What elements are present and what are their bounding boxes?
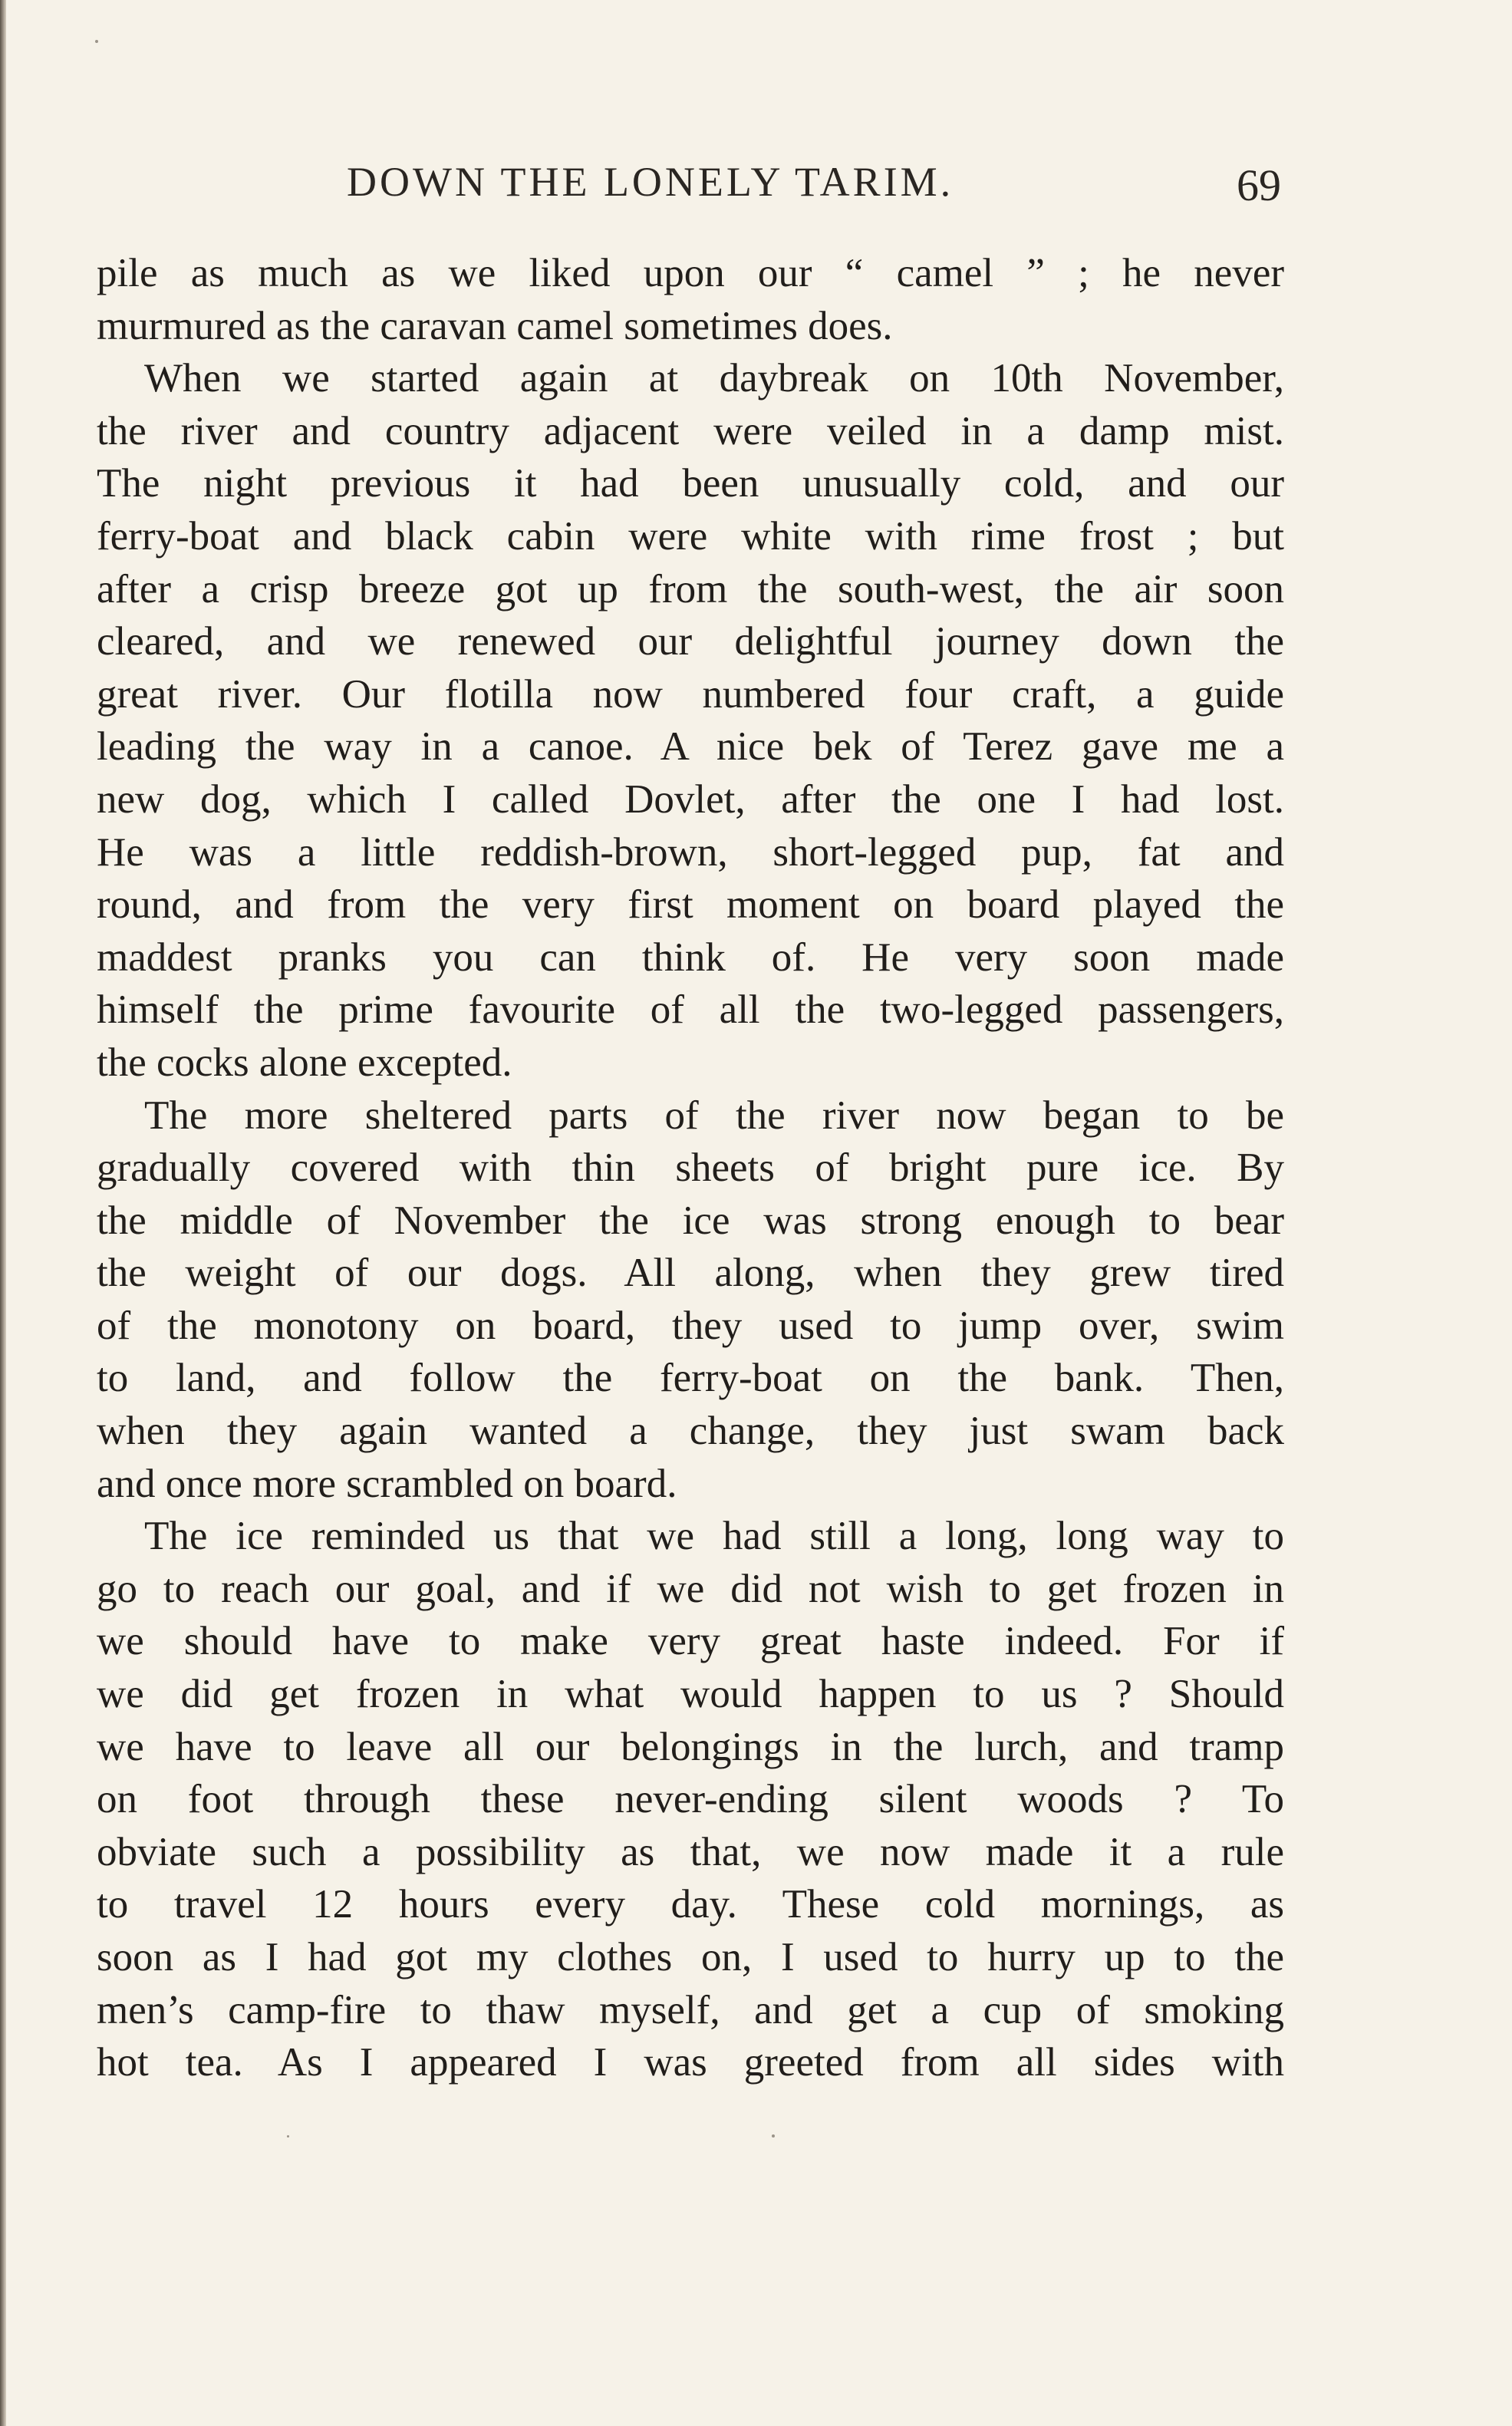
body-text: [97, 247, 1284, 2089]
paper-speck: [95, 40, 98, 43]
text-line: when they again wanted a change, they just swam back: [97, 1409, 1284, 1454]
paragraph-first-line: The ice reminded us that we had still a long, long way to: [144, 1514, 1284, 1559]
text-line: we should have to make very great haste indeed. For if: [97, 1619, 1284, 1664]
text-line: himself the prime favourite of all the two-legged passengers,: [97, 987, 1284, 1033]
text-line: men’s camp-fire to thaw myself, and get a cup of smoking: [97, 1987, 1284, 2032]
paragraph-first-line: The more sheltered parts of the river now began to be: [144, 1093, 1284, 1138]
text-line: leading the way in a canoe. A nice bek of Terez gave me a: [97, 724, 1284, 770]
text-line: to land, and follow the ferry-boat on the bank. Then,: [97, 1356, 1284, 1401]
text-line: soon as I had got my clothes on, I used to hurry up to the: [97, 1935, 1284, 1979]
text-line: the middle of November the ice was strong enough to bear: [97, 1198, 1284, 1243]
text-line: The night previous it had been unusually cold, and our: [97, 461, 1284, 506]
text-line: of the monotony on board, they used to jump over, swim: [97, 1303, 1284, 1348]
running-title: DOWN THE LONELY TARIM.: [347, 159, 954, 205]
text-line: maddest pranks you can think of. He very soon made: [97, 934, 1284, 980]
text-line: and once more scrambled on board.: [97, 1461, 677, 1506]
text-line: after a crisp breeze got up from the south-west, the air soon: [97, 566, 1284, 611]
text-line: we have to leave all our belongings in the lurch, and tramp: [97, 1724, 1284, 1769]
spine-edge: [0, 0, 6, 2426]
text-line: to travel 12 hours every day. These cold mornings, as: [97, 1882, 1284, 1927]
text-line: ferry-boat and black cabin were white with rime frost ; but: [97, 513, 1284, 559]
text-line: pile as much as we liked upon our “ camel ” ; he never: [97, 251, 1284, 295]
text-line: round, and from the very first moment on board played the: [97, 882, 1284, 928]
text-line: great river. Our flotilla now numbered four craft, a guide: [97, 671, 1284, 717]
paper-speck: [287, 2135, 289, 2138]
text-line: go to reach our goal, and if we did not wish to get frozen in: [97, 1566, 1284, 1611]
text-line: the cocks alone excepted.: [97, 1040, 512, 1085]
paragraph-first-line: When we started again at daybreak on 10th November,: [144, 356, 1284, 401]
text-line: the weight of our dogs. All along, when they grew tired: [97, 1251, 1284, 1296]
text-line: He was a little reddish-brown, short-legged pup, fat and: [97, 829, 1284, 875]
page-number: 69: [1237, 160, 1281, 210]
text-line: murmured as the caravan camel sometimes does.: [97, 303, 893, 348]
text-line: gradually covered with thin sheets of bright pure ice. By: [97, 1145, 1284, 1191]
text-line: hot tea. As I appeared I was greeted from all sides with: [97, 2040, 1284, 2085]
text-line: we did get frozen in what would happen to us ? Should: [97, 1672, 1284, 1717]
text-line: obviate such a possibility as that, we now made it a rule: [97, 1829, 1284, 1874]
text-line: cleared, and we renewed our delightful journey down the: [97, 619, 1284, 664]
text-line: the river and country adjacent were veiled in a damp mist.: [97, 408, 1284, 453]
paper-speck: [772, 2134, 775, 2138]
text-line: new dog, which I called Dovlet, after the one I had lost.: [97, 776, 1284, 822]
text-line: on foot through these never-ending silent woods ? To: [97, 1777, 1284, 1822]
